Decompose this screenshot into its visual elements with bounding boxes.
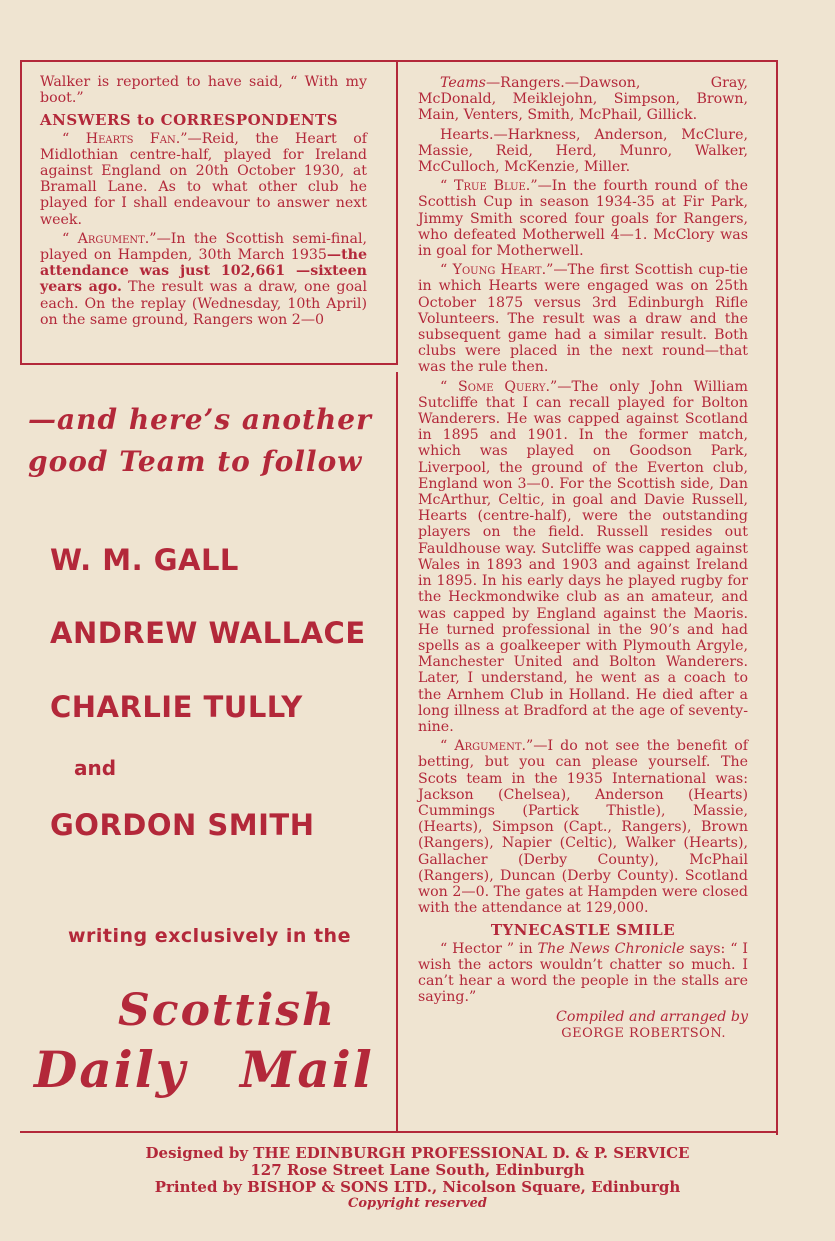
true-blue-paragraph <box>418 178 748 259</box>
logo-daily: Daily <box>34 1040 187 1099</box>
footer-copyright: Copyright reserved <box>348 1196 487 1211</box>
young-heart-lead: “ Young Heart.” <box>440 262 554 279</box>
footer-top-rule <box>20 1131 778 1133</box>
and-word: and <box>74 756 117 780</box>
writer-name-3: CHARLIE TULLY <box>50 690 303 724</box>
column-divider-main <box>396 372 398 1132</box>
argument1-bold: —the attendance was just 102,661 —sixteen years ago. <box>40 247 367 296</box>
writer-name-4: GORDON SMITH <box>50 808 315 842</box>
young-heart-text: —The first Scottish cup-tie in which Hearts were engaged was on 25th October 1875 versus 3rd Edinburgh Rifle Volunteers. The result was a draw and the subsequent game had a similar result. Both clubs were placed in the next round—that was the rule then. <box>418 262 748 376</box>
hearts-fan-lead: “ Hearts Fan.” <box>62 130 188 147</box>
hearts-fan-paragraph <box>40 131 367 228</box>
answers-heading: ANSWERS to CORRESPONDENTS <box>40 111 339 130</box>
young-heart-paragraph <box>418 262 748 375</box>
argument1-text-a: —In the Scottish semi-final, played on Hampden, 30th March 1935 <box>40 230 368 264</box>
outer-border-left <box>20 60 22 365</box>
right-column-text <box>418 75 748 1042</box>
footer-address: 127 Rose Street Lane South, Edinburgh <box>250 1161 585 1179</box>
top-left-text <box>40 74 367 331</box>
promo-line-2: good Team to follow <box>28 445 363 478</box>
true-blue-text: —In the fourth round of the Scottish Cup in season 1934-35 at Fir Park, Jimmy Smith scored four goals for Rangers, who defeated Motherwell 4—1. McClory was in goal for Motherwell. <box>418 178 748 260</box>
teams-hearts: Hearts.—Harkness, Anderson, McClure, Massie, Reid, Herd, Munro, Walker, McCulloch, McKenzie, Miller. <box>418 126 748 176</box>
argument2-paragraph <box>418 738 748 916</box>
some-query-lead: “ Some Query.” <box>440 378 558 395</box>
smile-paragraph <box>418 941 748 1006</box>
teams-lead: Teams <box>440 75 486 91</box>
writer-name-1: W. M. GALL <box>50 543 239 577</box>
footer-designed: Designed by THE EDINBURGH PROFESSIONAL D. & P. SERVICE <box>145 1144 690 1162</box>
argument2-lead: “ Argument.” <box>440 738 534 755</box>
hearts-fan-text: —Reid, the Heart of Midlothian centre-half, played for Ireland against England on 20th October 1930, at Bramall Lane. As to what other club he played for I shall endeavour to answer next week. <box>40 130 367 228</box>
logo-scottish: Scottish <box>118 985 337 1036</box>
logo-mail: Mail <box>240 1040 374 1099</box>
footer-printed: Printed by BISHOP & SONS LTD., Nicolson Square, Edinburgh <box>154 1178 681 1196</box>
argument1-lead: “ Argument.” <box>62 230 157 247</box>
some-query-paragraph <box>418 379 748 735</box>
argument1-text-b: The result was a draw, one goal each. On the replay (Wednesday, 10th April) on the same ground, Rangers won 2—0 <box>40 279 367 328</box>
teams-paragraph <box>418 75 748 124</box>
tynecastle-smile-heading: TYNECASTLE SMILE <box>490 921 676 940</box>
author-name: GEORGE ROBERTSON. <box>561 1025 726 1041</box>
smile-text-b: says: “ I wish the actors wouldn’t chatter so much. I can’t hear a word the people in the stalls are saying.” <box>418 940 748 1006</box>
argument2-text: —I do not see the benefit of betting, but you can please yourself. The Scots team in the 1935 International was: Jackson (Chelsea), Anderson (Hearts) Cummings (Partick Thistle), Massie, (Hearts), Simpson (Capt., Rangers), Brown (Rangers), Napier (Celtic), Walker (Hearts), Gallacher (Derby County), McPhail (Rangers), Duncan (Derby County). Scotland won 2—0. The gates at Hampden were closed with the attendance at 129,000. <box>418 738 748 917</box>
teams-rangers: —Rangers.—Dawson, Gray, McDonald, Meiklejohn, Simpson, Brown, Main, Venters, Smith, McPhail, Gillick. <box>418 75 748 124</box>
smile-text-a: “ Hector ” in <box>440 940 538 957</box>
some-query-text: —The only John William Sutcliffe that I can recall played for Bolton Wanderers. He was capped against Scotland in 1895 and 1901. In the former match, which was played on Goodson Park, Liverpool, the ground of the Everton club, England won 3—0. For the Scottish side, Dan McArthur, Celtic, in goal and Davie Russell, Hearts (centre-half), were the outstanding players on the field. Russell resides out Fauldhouse way. Sutcliffe was capped against Wales in 1893 and 1903 and against Ireland in 1895. In his early days he played rugby for the Heckmondwike club as an amateur, and was capped by England against the Maoris. He turned professional in the 90’s and had spells as a goalkeeper with Plymouth Argyle, Manchester United and Bolton Wanderers. Later, I understand, he went as a coach to the Arnhem Club in Holland. He died after a long illness at Bradford at the age of seventy-nine. <box>418 378 748 735</box>
top-left-box-bottom <box>20 363 398 365</box>
writing-exclusively: writing exclusively in the <box>68 925 351 947</box>
smile-paper: The News Chronicle <box>537 940 685 957</box>
writer-name-2: ANDREW WALLACE <box>50 616 366 650</box>
true-blue-lead: “ True Blue.” <box>440 178 538 195</box>
column-divider-top <box>396 60 398 365</box>
compiled-by: Compiled and arranged by <box>556 1009 748 1026</box>
outer-border-right <box>776 60 778 1135</box>
intro-paragraph: Walker is reported to have said, “ With my boot.” <box>40 74 367 107</box>
promo-line-1: —and here’s another <box>28 403 372 436</box>
argument1-paragraph <box>40 231 367 328</box>
outer-border-top <box>20 60 778 62</box>
